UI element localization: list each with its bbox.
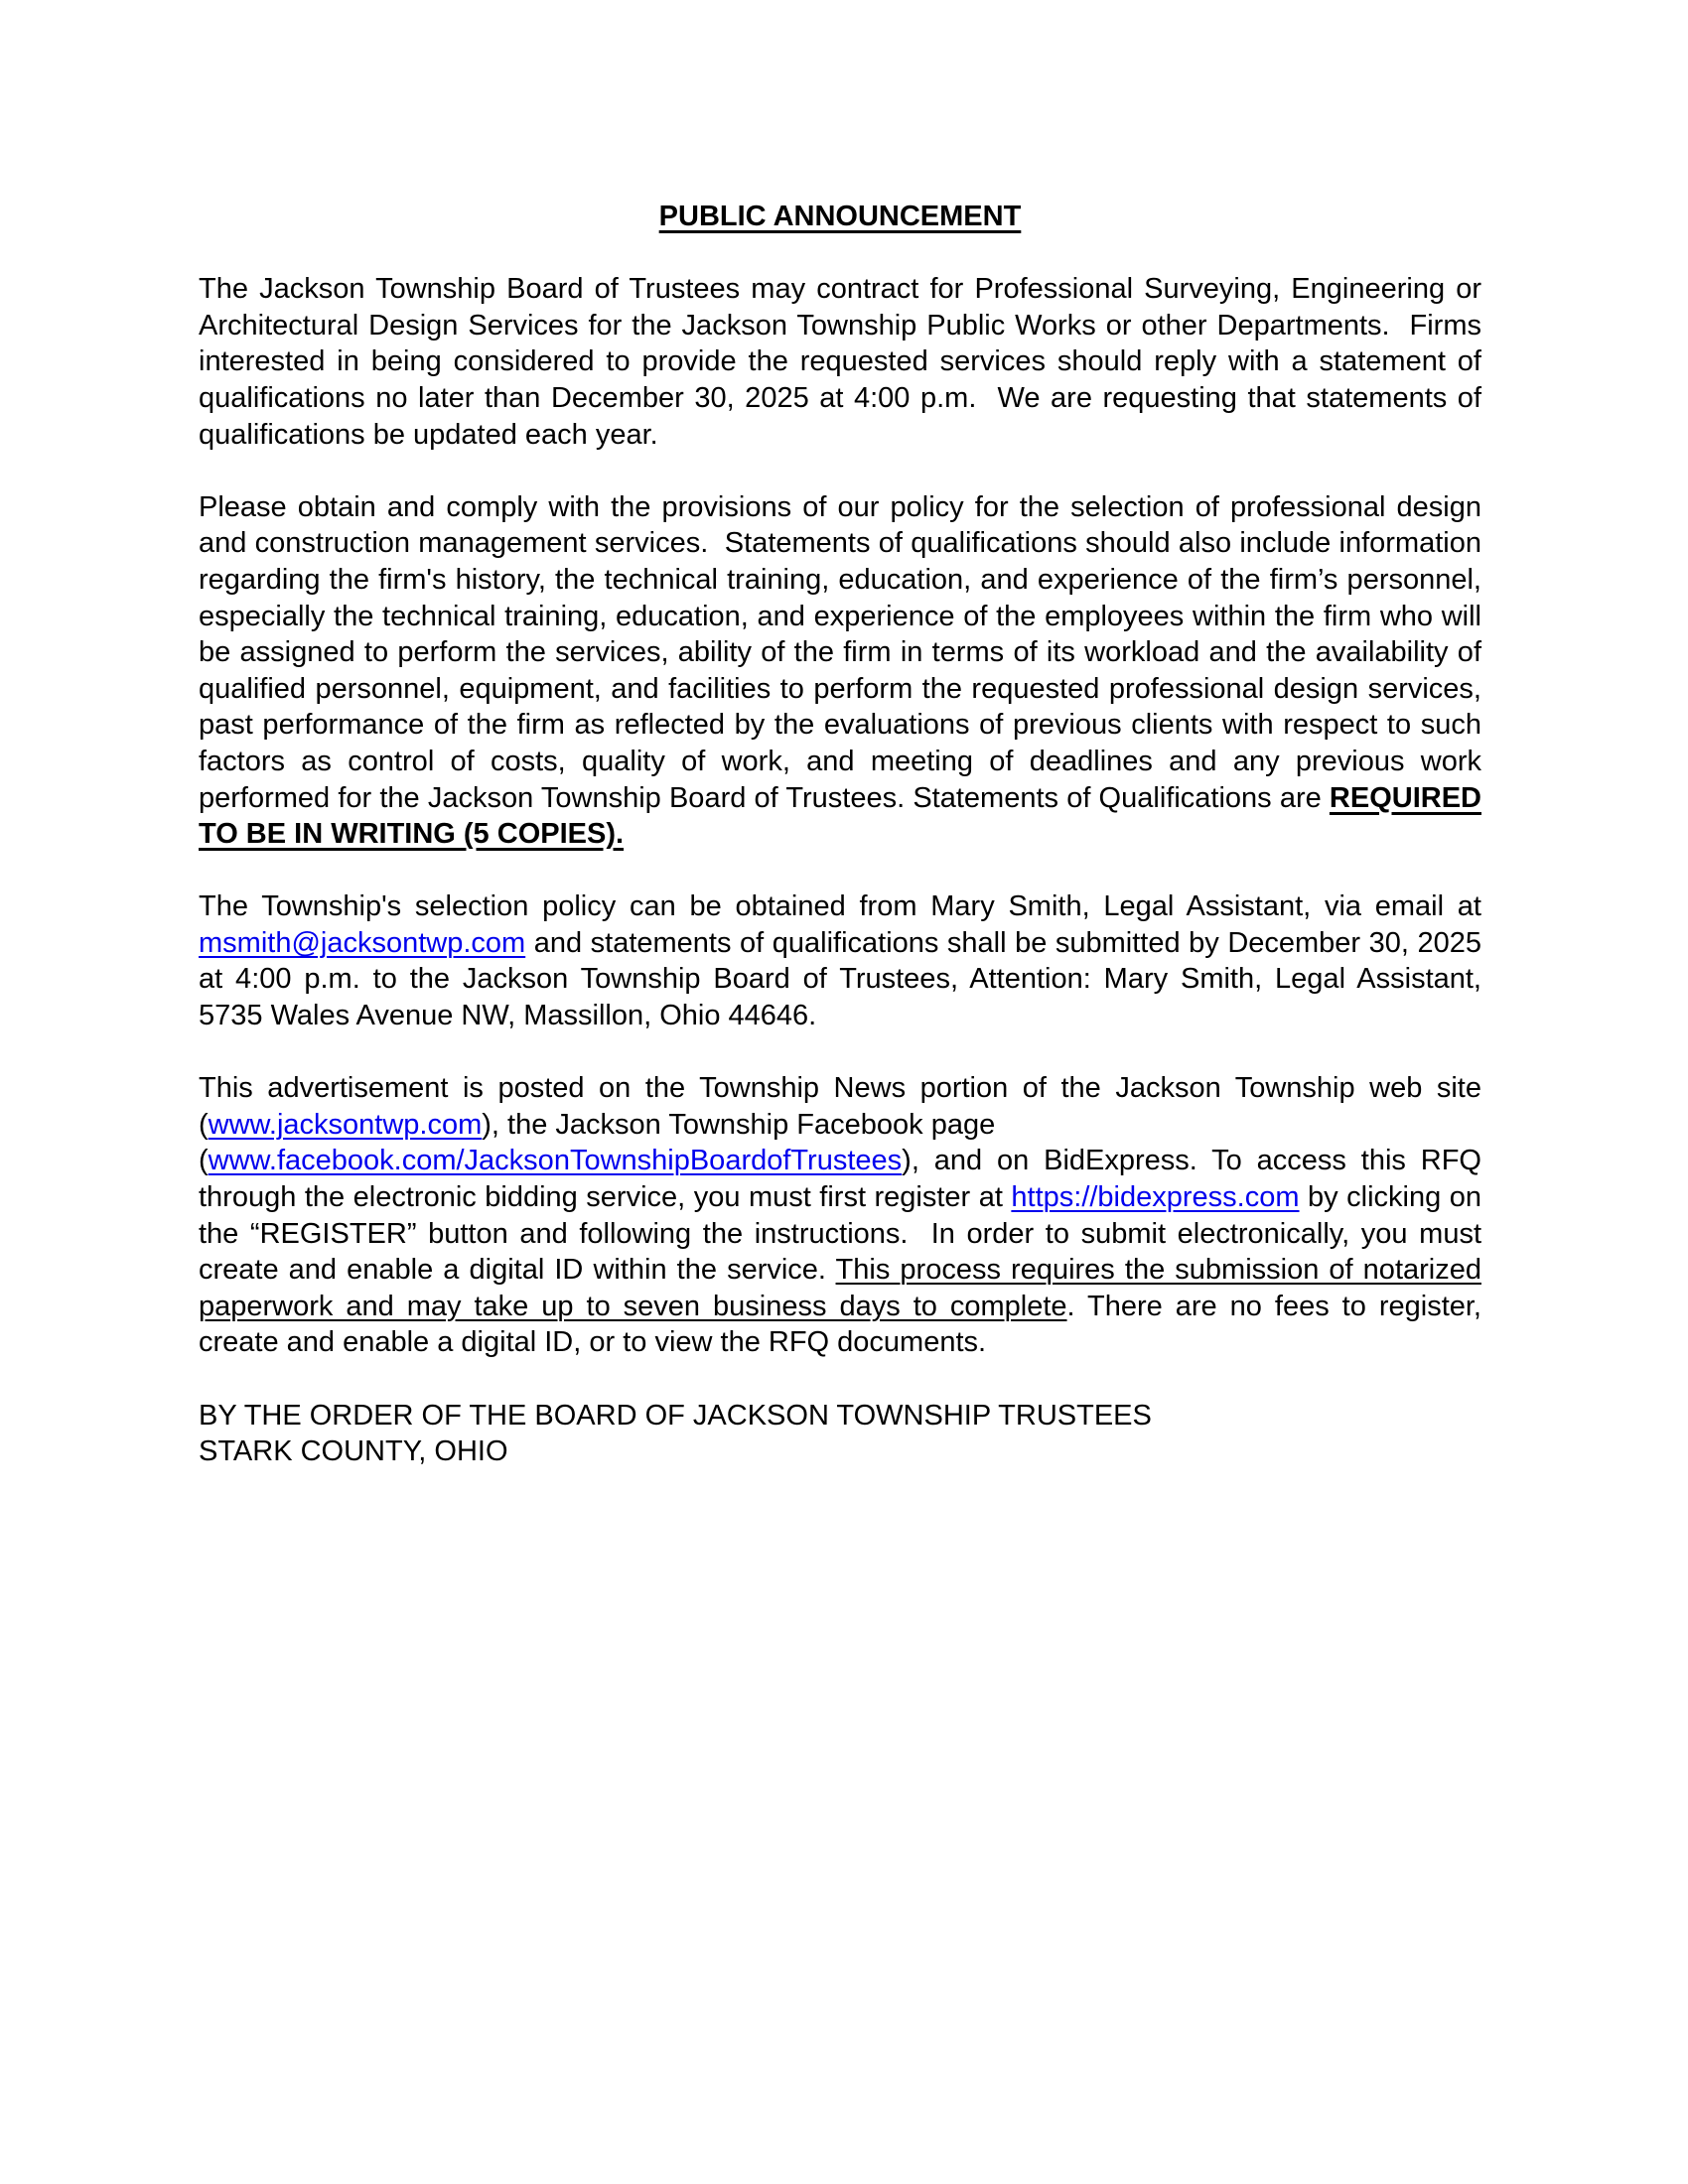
closing-block (199, 1398, 1481, 1470)
closing-line-county: STARK COUNTY, OHIO (199, 1435, 508, 1468)
township-website-link[interactable]: www.jacksontwp.com (208, 1108, 483, 1141)
email-link[interactable]: msmith@jacksontwp.com (199, 926, 526, 959)
paragraph-selection-policy: The Township's selection policy can be obtained from Mary Smith, Legal Assistant, via email at msmith@jacksontwp.com and statements of qualifications shall be submitted by December 30, 2025 at 4:00 p.m. to the Jackson Township Board of Trustees, Attention: Mary Smith, Legal Assistant, 5735 Wales Avenue NW, Massillon, Ohio 44646. (199, 890, 1481, 1032)
paragraph-intro: The Jackson Township Board of Trustees may contract for Professional Surveying, Engineering or Architectural Design Services for the Jackson Township Public Works or other Departments. Firms interested in being considered to provide the requested services should reply with a statement of qualifications no later than December 30, 2025 at 4:00 p.m. We are requesting that statements of qualifications be updated each year. (199, 273, 1481, 451)
paragraph-advertisement: This advertisement is posted on the Township News portion of the Jackson Township web site (www.jacksontwp.com), the Jackson Township Facebook page (www.facebook.com/JacksonTownshipBoardofTrustees), and on BidExpress. To access this RFQ through the electronic bidding service, you must first register at https://bidexpress.com by clicking on the “REGISTER” button and following the instructions. In order to submit electronically, you must create and enable a digital ID within the service. This process requires the submission of notarized paperwork and may take up to seven business days to complete. There are no fees to register, create and enable a digital ID, or to view the RFQ documents. (199, 1072, 1481, 1359)
closing-line-order: BY THE ORDER OF THE BOARD OF JACKSON TOWNSHIP TRUSTEES (199, 1399, 1152, 1432)
document-title: PUBLIC ANNOUNCEMENT (658, 201, 1022, 232)
bidexpress-link[interactable]: https://bidexpress.com (1011, 1181, 1300, 1214)
paragraph-policy: Please obtain and comply with the provisions of our policy for the selection of professional design and construction management services. Statements of qualifications should also include information regarding the firm's history, the technical training, education, and experience of the firm’s personnel, especially the technical training, education, and experience of the employees within the firm who will be assigned to perform the services, ability of the firm in terms of its workload and the availability of qualified personnel, equipment, and facilities to perform the requested professional design services, past performance of the firm as reflected by the evaluations of previous clients with respect to such factors as control of costs, quality of work, and meeting of deadlines and any previous work performed for the Jackson Township Board of Trustees. Statements of Qualifications are REQUIRED TO BE IN WRITING (5 COPIES). (199, 490, 1481, 851)
document-content (199, 199, 1481, 1470)
facebook-page-link[interactable]: www.facebook.com/JacksonTownshipBoardofTrustees (208, 1145, 903, 1177)
